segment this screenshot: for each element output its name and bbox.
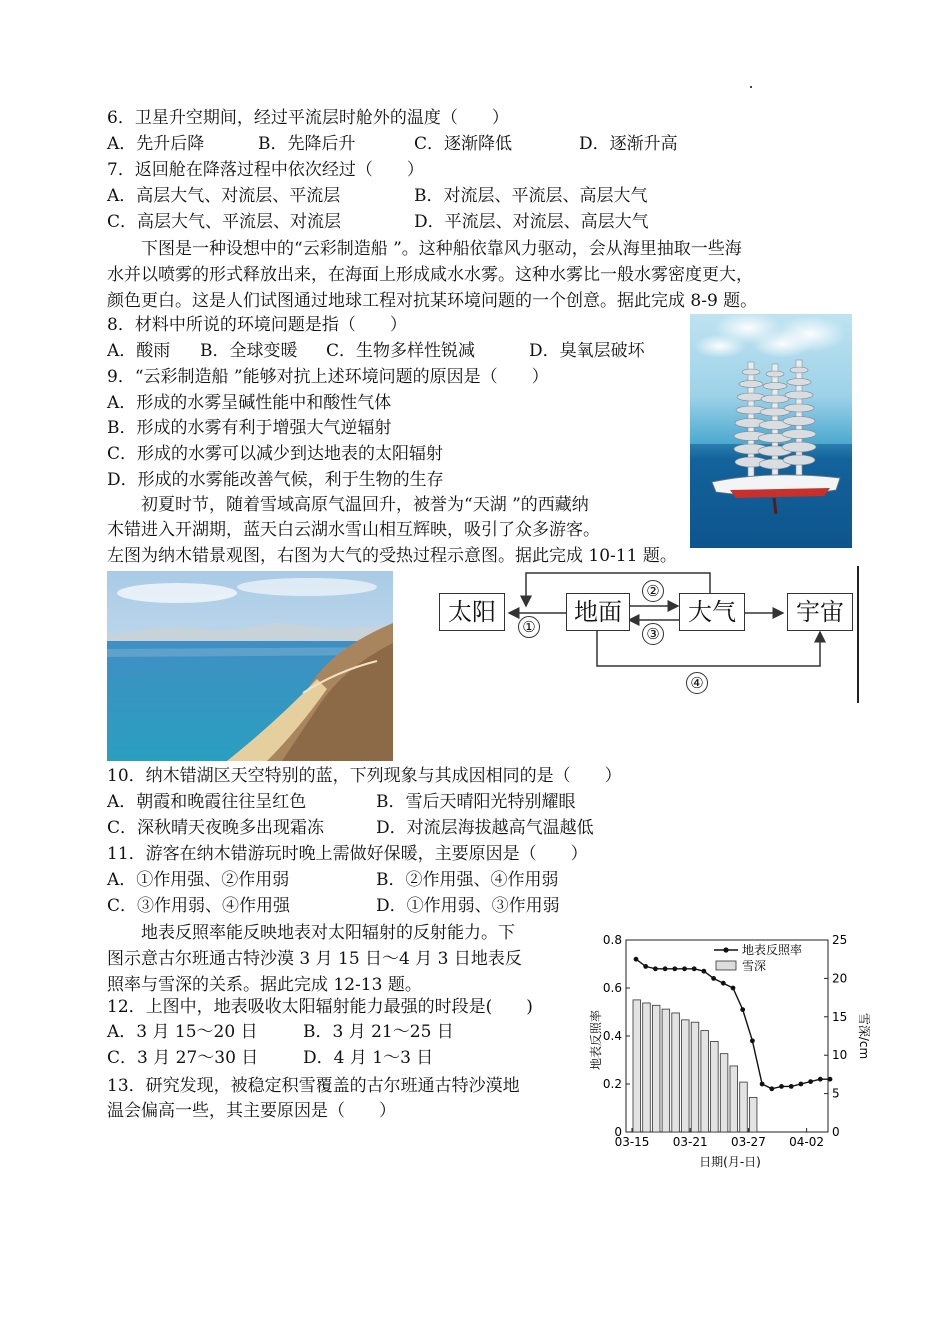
diagram-box-space: 宇宙 [787,593,853,631]
snow-depth-bar [643,1003,651,1132]
passage3-line3: 照率与雪深的关系。据此完成 12-13 题。 [107,975,422,995]
q9-option-b[interactable]: B．形成的水雾有利于增强大气逆辐射 [107,418,392,438]
diagram-box-sun: 太阳 [439,593,505,631]
albedo-point [740,1007,745,1012]
passage1-line2: 水并以喷雾的形式释放出来，在海面上形成咸水水雾。这种水雾比一般水雾密度更大， [107,265,753,285]
diagram-label-1: ① [518,616,540,638]
albedo-snow-chart [588,928,871,1176]
q8-option-d[interactable]: D．臭氧层破坏 [529,341,645,361]
x-tick-label: 04-02 [789,1135,825,1149]
albedo-point [672,966,677,971]
y-left-label: 地表反照率 [589,1009,603,1071]
diagram-box-ground: 地面 [566,593,630,631]
albedo-point [663,966,668,971]
albedo-point [799,1082,804,1087]
q10-option-d[interactable]: D．对流层海拔越高气温越低 [376,818,594,838]
y-left-tick-label: 0.6 [602,981,622,995]
albedo-point [692,966,697,971]
diagram-box-atmosphere: 大气 [679,593,745,631]
q6-option-c[interactable]: C．逐渐降低 [414,134,513,154]
snow-depth-bar [701,1031,709,1132]
q12-option-d[interactable]: D．4 月 1～3 日 [303,1048,434,1068]
passage1-line3: 颜色更白。这是人们试图通过地球工程对抗某环境问题的一个创意。据此完成 8-9 题。 [107,291,758,311]
q8-option-b[interactable]: B．全球变暖 [200,341,298,361]
q8-option-c[interactable]: C．生物多样性锐减 [326,341,476,361]
q12-option-c[interactable]: C．3 月 27～30 日 [107,1048,259,1068]
q11-option-d[interactable]: D．①作用弱、③作用弱 [376,896,560,916]
albedo-point [643,964,648,969]
q9-option-c[interactable]: C．形成的水雾可以减少到达地表的太阳辐射 [107,444,444,464]
albedo-point [769,1086,774,1091]
y-left-tick-label: 0 [614,1125,622,1139]
q7-stem: 7．返回舱在降落过程中依次经过（ ） [107,160,424,180]
q11-stem: 11．游客在纳木错游玩时晚上需做好保暖，主要原因是（ ） [107,844,588,864]
q6-option-d[interactable]: D．逐渐升高 [579,134,678,154]
namtso-lake-image [107,571,393,761]
q9-option-a[interactable]: A．形成的水雾呈碱性能中和酸性气体 [107,393,392,413]
q8-stem: 8．材料中所说的环境问题是指（ ） [107,315,407,335]
albedo-point [789,1084,794,1089]
albedo-point [682,966,687,971]
diagram-label-3: ③ [642,623,664,645]
q7-option-c[interactable]: C．高层大气、平流层、对流层 [107,212,342,232]
q6-option-b[interactable]: B．先降后升 [258,134,356,154]
q6-option-a[interactable]: A．先升后降 [107,134,205,154]
passage2-line1: 初夏时节，随着雪域高原气温回升，被誉为“天湖 ”的西藏纳 [107,495,589,515]
albedo-point [702,969,707,974]
atmosphere-heating-diagram [430,568,860,708]
albedo-point [828,1077,833,1082]
right-margin-rule [857,566,859,703]
x-tick-label: 03-27 [730,1135,766,1149]
albedo-point [731,986,736,991]
q10-stem: 10．纳木错湖区天空特别的蓝，下列现象与其成因相同的是（ ） [107,766,622,786]
x-axis-label: 日期(月-日) [699,1155,761,1169]
legend-line-marker [723,947,728,952]
diagram-label-2: ② [642,580,664,602]
q9-stem: 9．“云彩制造船 ”能够对抗上述环境问题的原因是（ ） [107,367,549,387]
q12-stem: 12．上图中，地表吸收太阳辐射能力最强的时段是( ) [107,997,533,1017]
q11-option-a[interactable]: A．①作用强、②作用弱 [107,870,290,890]
albedo-point [760,1082,765,1087]
y-left-tick-label: 0.4 [602,1029,622,1043]
cloud-ship-image [690,314,852,548]
snow-depth-bar [682,1020,690,1132]
snow-depth-bar [691,1022,699,1132]
q6-stem: 6．卫星升空期间，经过平流层时舱外的温度（ ） [107,108,509,128]
legend-bar-swatch [716,961,736,970]
albedo-point [779,1084,784,1089]
legend-bar-label: 雪深 [742,959,767,973]
q7-option-b[interactable]: B．对流层、平流层、高层大气 [414,186,648,206]
passage2-line3: 左图为纳木错景观图，右图为大气的受热过程示意图。据此完成 10-11 题。 [107,546,677,566]
q13-line1: 13．研究发现，被稳定积雪覆盖的古尔班通古特沙漠地 [107,1076,520,1096]
snow-depth-bar [633,1000,641,1132]
snow-depth-bar [662,1009,670,1132]
snow-depth-bar [730,1066,738,1132]
q7-option-a[interactable]: A．高层大气、对流层、平流层 [107,186,341,206]
passage3-line2: 图示意古尔班通古特沙漠 3 月 15 日～4 月 3 日地表反 [107,949,522,969]
albedo-point [818,1077,823,1082]
q9-option-d[interactable]: D．形成的水雾能改善气候，利于生物的生存 [107,470,444,490]
q8-option-a[interactable]: A．酸雨 [107,341,171,361]
albedo-snow-chart-svg [588,928,871,1176]
albedo-point [711,976,716,981]
snow-depth-bar [749,1097,757,1132]
passage2-line2: 木错进入开湖期，蓝天白云湖水雪山相互辉映，吸引了众多游客。 [107,520,600,540]
y-right-tick-label: 15 [832,1009,848,1024]
albedo-point [634,957,639,962]
q10-option-c[interactable]: C．深秋晴天夜晚多出现霜冻 [107,818,325,838]
q12-option-a[interactable]: A．3 月 15～20 日 [107,1022,258,1042]
albedo-point [750,1038,755,1043]
passage3-line1: 地表反照率能反映地表对太阳辐射的反射能力。下 [107,923,515,943]
y-left-tick-label: 0.8 [602,933,622,947]
q11-option-b[interactable]: B．②作用强、④作用弱 [376,870,559,890]
y-right-tick-label: 5 [832,1086,840,1101]
q11-option-c[interactable]: C．③作用弱、④作用强 [107,896,291,916]
x-tick-label: 03-21 [672,1135,708,1149]
snow-depth-bar [652,1005,660,1132]
albedo-point [808,1079,813,1084]
q10-option-b[interactable]: B．雪后天晴阳光特别耀眼 [376,792,576,812]
snow-depth-bar [711,1041,719,1132]
albedo-point [653,966,658,971]
albedo-point [721,981,726,986]
diagram-label-4: ④ [686,672,708,694]
y-right-tick-label: 20 [832,971,848,986]
q7-option-d[interactable]: D．平流层、对流层、高层大气 [414,212,649,232]
y-right-tick-label: 25 [832,933,848,947]
y-right-tick-label: 10 [832,1048,848,1063]
stray-dot [750,86,752,88]
snow-depth-bar [672,1013,680,1132]
y-right-label: 雪深/cm [857,1012,871,1060]
snow-depth-bar [720,1054,728,1132]
x-tick-label: 03-15 [614,1135,650,1149]
legend-line-label: 地表反照率 [742,943,803,957]
q10-option-a[interactable]: A．朝霞和晚霞往往呈红色 [107,792,307,812]
passage1-line1: 下图是一种设想中的“云彩制造船 ”。这种船依靠风力驱动，会从海里抽取一些海 [107,239,742,259]
snow-depth-bar [740,1082,748,1132]
y-left-tick-label: 0.2 [602,1077,622,1091]
y-right-tick-label: 0 [832,1125,840,1139]
q12-option-b[interactable]: B．3 月 21～25 日 [303,1022,454,1042]
q13-line2: 温会偏高一些，其主要原因是（ ） [107,1101,396,1121]
